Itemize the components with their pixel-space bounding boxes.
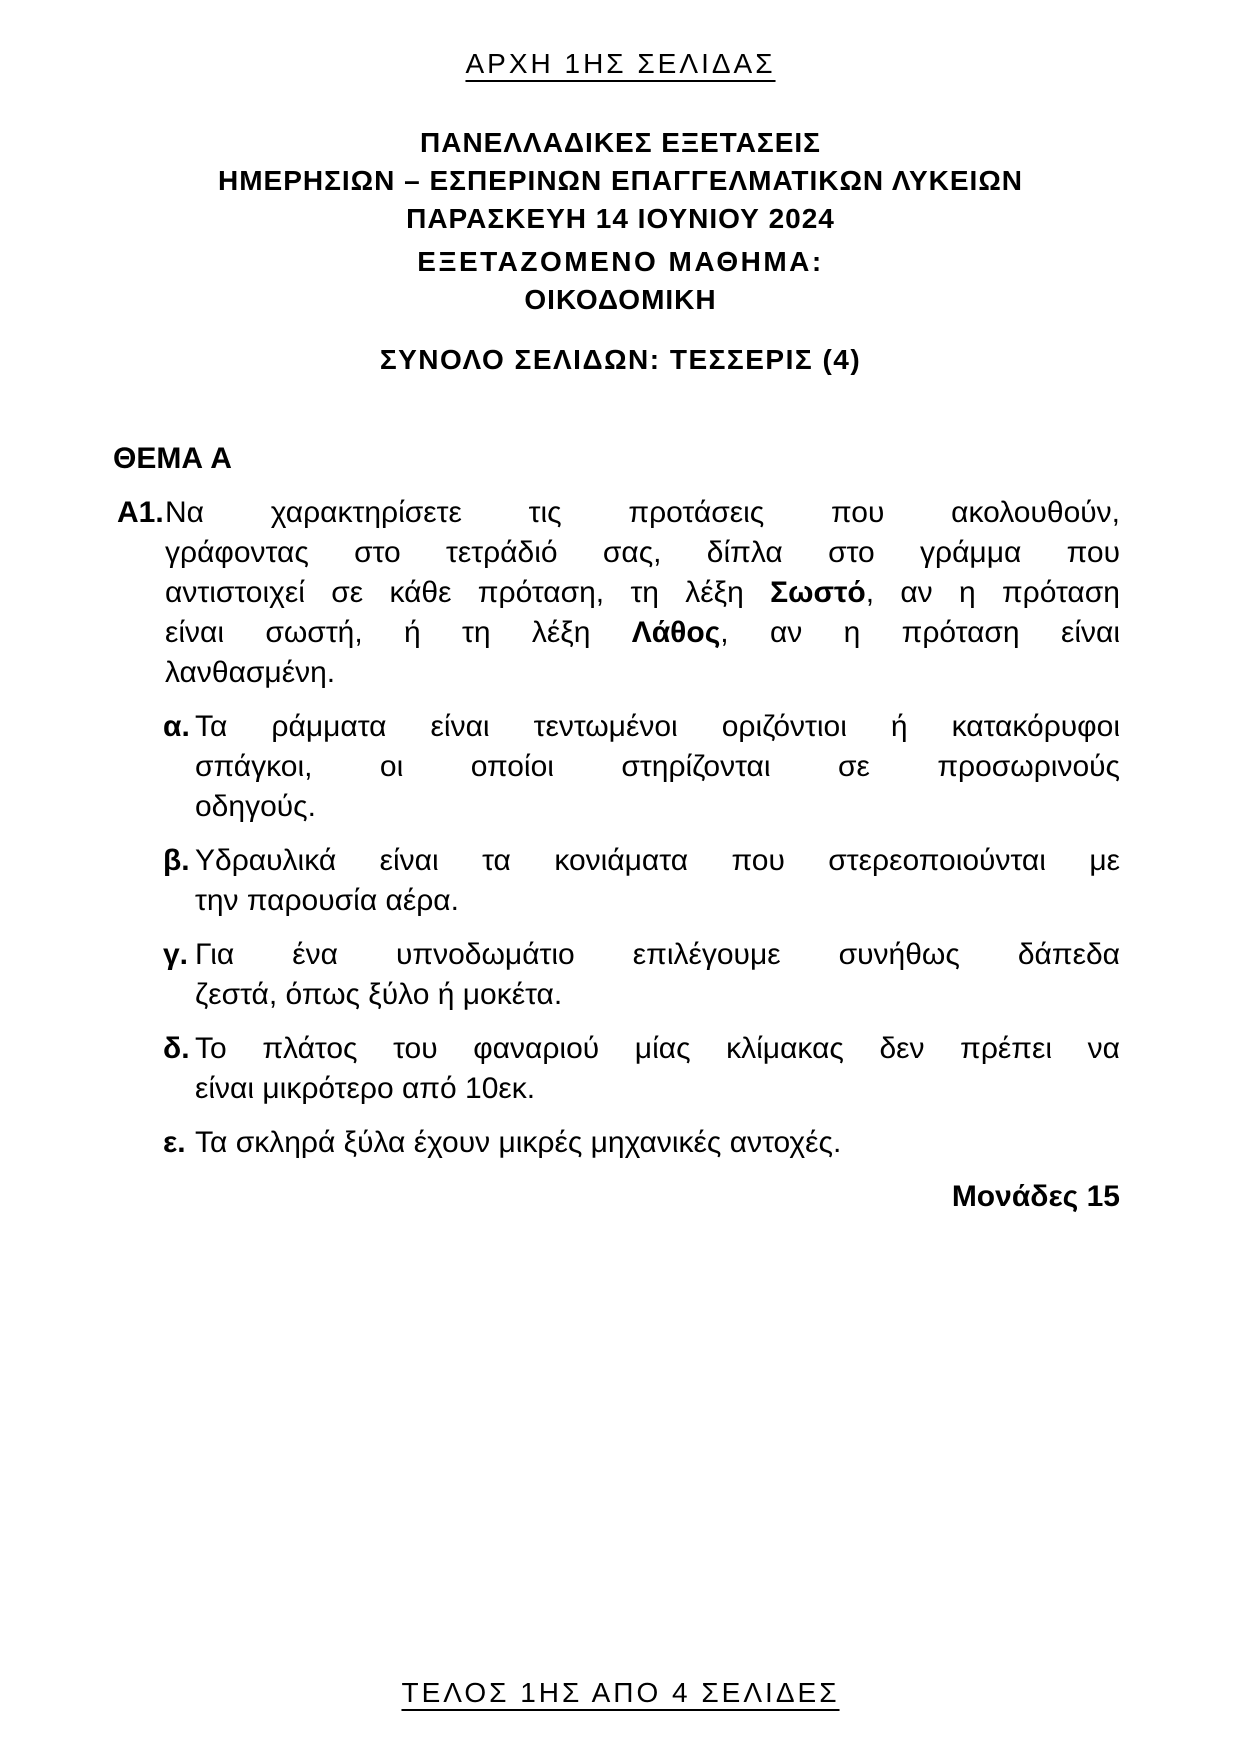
statement-label: δ. [163,1032,190,1065]
points-label: Μονάδες 15 [951,1180,1120,1213]
statement-label: α. [163,710,190,743]
statement-text [195,1029,1120,1109]
items-list [113,707,1120,1163]
statement-item [163,1123,1120,1163]
text-segment: είναι σωστή, ή τη λέξη [165,616,632,649]
page-footer [0,1675,1241,1711]
text-line: Τα σκληρά ξύλα έχουν μικρές μηχανικές αντοχές. [195,1126,842,1159]
title-block [0,124,1241,379]
statement-label: ε. [163,1126,186,1159]
text-line: γράφοντας στο τετράδιό σας, δίπλα στο γράμμα που [165,536,1120,569]
pages-total: ΣΥΝΟΛΟ ΣΕΛΙΔΩΝ: ΤΕΣΣΕΡΙΣ (4) [379,344,862,375]
statement-text [195,935,1120,1015]
bold-keyword: Σωστό [770,576,866,609]
theme-heading: ΘΕΜΑ Α [113,442,232,475]
question-text [165,493,1120,693]
text-line [165,613,1120,653]
text-line: Τα ράμματα είναι τεντωμένοι οριζόντιοι ή κατακόρυφοι [195,710,1120,743]
schools-line: ΗΜΕΡΗΣΙΩΝ – ΕΣΠΕΡΙΝΩΝ ΕΠΑΓΓΕΛΜΑΤΙΚΩΝ ΛΥΚΕΙΩΝ [217,165,1024,196]
text-line: Το πλάτος του φαναριού μίας κλίμακας δεν πρέπει να [195,1032,1120,1065]
page-header [0,46,1241,82]
statement-text [195,1123,1120,1163]
question-label: Α1. [117,496,164,529]
text-line: σπάγκοι, οι οποίοι στηρίζονται σε προσωρινούς [195,750,1120,783]
question-a1 [113,493,1120,693]
bold-keyword: Λάθος [631,616,721,649]
text-segment: , αν η πρόταση είναι [720,616,1120,649]
statement-item [163,707,1120,827]
statement-label: β. [163,844,190,877]
statement-text [195,707,1120,827]
text-line: οδηγούς. [195,790,316,823]
page-footer-text: ΤΕΛΟΣ 1ΗΣ ΑΠΟ 4 ΣΕΛΙΔΕΣ [401,1677,840,1708]
text-segment: αντιστοιχεί σε κάθε πρόταση, τη λέξη [165,576,771,609]
text-line: Για ένα υπνοδωμάτιο επιλέγουμε συνήθως δάπεδα [195,938,1120,971]
text-line [165,573,1120,613]
text-line: Υδραυλικά είναι τα κονιάματα που στερεοποιούνται με [195,844,1120,877]
date-line: ΠΑΡΑΣΚΕΥΗ 14 ΙΟΥΝΙΟΥ 2024 [406,203,835,234]
text-line: την παρουσία αέρα. [195,884,459,917]
statement-item [163,841,1120,921]
text-segment: , αν η πρόταση [865,576,1120,609]
text-line: λανθασμένη. [165,656,336,689]
page-header-text: ΑΡΧΗ 1ΗΣ ΣΕΛΙΔΑΣ [465,48,776,79]
text-line: Να χαρακτηρίσετε τις προτάσεις που ακολουθούν, [165,496,1120,529]
statement-item [163,935,1120,1015]
subject-label: ΕΞΕΤΑΖΟΜΕΝΟ ΜΑΘΗΜΑ: [417,246,824,277]
statement-item [163,1029,1120,1109]
text-line: ζεστά, όπως ξύλο ή μοκέτα. [195,978,563,1011]
subject-name: ΟΙΚΟΔΟΜΙΚΗ [524,284,717,315]
content-area [113,439,1120,1217]
exams-title: ΠΑΝΕΛΛΑΔΙΚΕΣ ΕΞΕΤΑΣΕΙΣ [420,127,821,158]
text-line: είναι μικρότερο από 10εκ. [195,1072,536,1105]
statement-label: γ. [163,938,189,971]
statement-text [195,841,1120,921]
